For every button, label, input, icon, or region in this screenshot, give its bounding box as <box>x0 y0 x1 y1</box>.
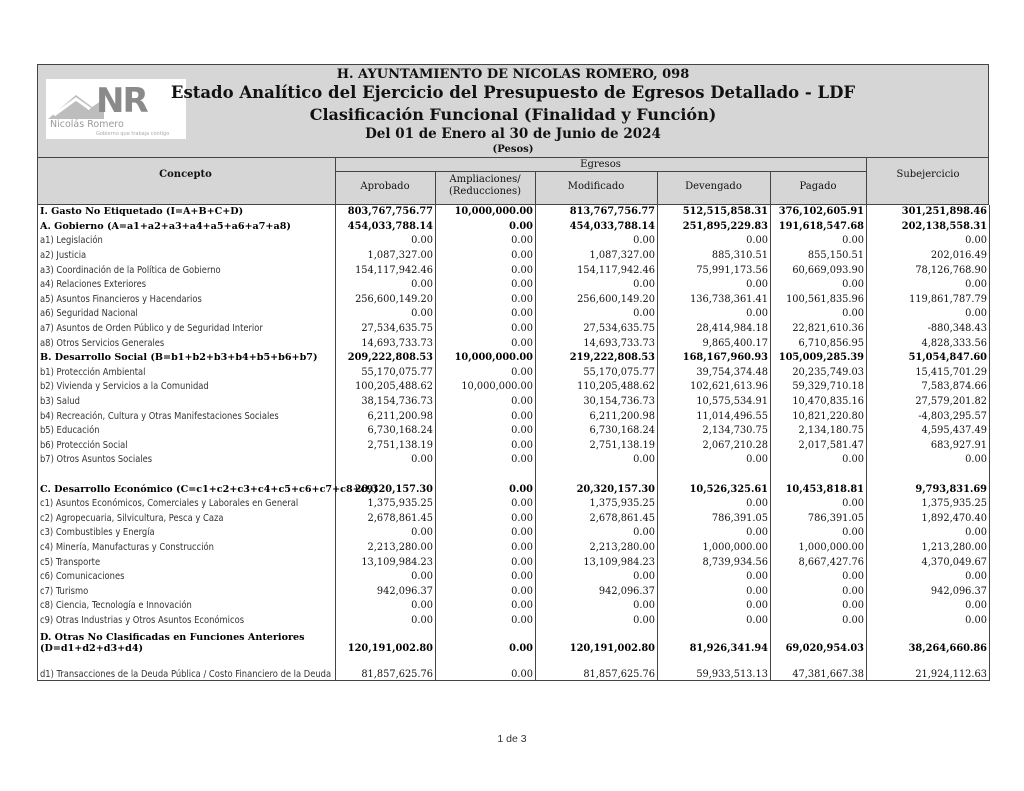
row-aprobado: 154,117,942.46 <box>336 263 436 278</box>
row-pagado: 786,391.05 <box>771 511 867 526</box>
row-pagado: 10,470,835.16 <box>771 395 867 410</box>
row-concepto: a2) Justicia <box>40 250 87 262</box>
row-ampliaciones: 10,000,000.00 <box>436 380 536 395</box>
table-row <box>38 249 990 264</box>
table-row <box>38 453 990 468</box>
row-modificado: 30,154,736.73 <box>536 395 658 410</box>
table-row <box>38 293 990 308</box>
row-concepto: C. Desarrollo Económico (C=c1+c2+c3+c4+c5+c6+c7+c8+c9) <box>40 483 378 495</box>
table-row <box>38 555 990 570</box>
report-header <box>37 64 989 158</box>
row-aprobado: 1,375,935.25 <box>336 497 436 512</box>
row-modificado: 813,767,756.77 <box>536 205 658 220</box>
col-egresos: Egresos <box>580 159 621 170</box>
table-row <box>38 322 990 337</box>
row-pagado: 60,669,093.90 <box>771 263 867 278</box>
row-ampliaciones: 0.00 <box>436 439 536 454</box>
row-subejercicio: 27,579,201.82 <box>867 395 990 410</box>
row-modificado: 120,191,002.80 <box>536 628 658 654</box>
row-devengado: 0.00 <box>658 584 771 599</box>
row-subejercicio: -4,803,295.57 <box>867 409 990 424</box>
row-pagado: 20,235,749.03 <box>771 366 867 381</box>
report-title: Estado Analítico del Ejercicio del Presupuesto de Egresos Detallado - LDF <box>170 83 856 102</box>
report-period: Del 01 de Enero al 30 de Junio de 2024 <box>365 126 661 142</box>
row-ampliaciones: 0.00 <box>436 654 536 681</box>
table-row <box>38 424 990 439</box>
row-aprobado: 100,205,488.62 <box>336 380 436 395</box>
row-devengado: 39,754,374.48 <box>658 366 771 381</box>
row-ampliaciones: 0.00 <box>436 570 536 585</box>
row-concepto: c3) Combustibles y Energía <box>40 527 155 539</box>
row-concepto: c9) Otras Industrias y Otros Asuntos Económicos <box>40 614 245 626</box>
row-pagado: 10,453,818.81 <box>771 482 867 497</box>
row-subejercicio: 0.00 <box>867 570 990 585</box>
row-pagado: 2,134,180.75 <box>771 424 867 439</box>
row-modificado: 942,096.37 <box>536 584 658 599</box>
row-concepto: a6) Seguridad Nacional <box>40 308 138 320</box>
row-pagado: 47,381,667.38 <box>771 654 867 681</box>
row-pagado: 6,710,856.95 <box>771 336 867 351</box>
row-pagado: 69,020,954.03 <box>771 628 867 654</box>
row-aprobado: 1,087,327.00 <box>336 249 436 264</box>
table-row <box>38 584 990 599</box>
table-row <box>38 439 990 454</box>
row-devengado: 0.00 <box>658 570 771 585</box>
row-aprobado: 0.00 <box>336 453 436 468</box>
row-subejercicio: 942,096.37 <box>867 584 990 599</box>
row-concepto: a8) Otros Servicios Generales <box>40 337 165 349</box>
row-concepto: c5) Transporte <box>40 556 101 568</box>
row-devengado: 0.00 <box>658 614 771 629</box>
row-concepto: B. Desarrollo Social (B=b1+b2+b3+b4+b5+b6+b7) <box>40 352 318 364</box>
row-pagado: 1,000,000.00 <box>771 541 867 556</box>
row-ampliaciones: 0.00 <box>436 482 536 497</box>
row-modificado: 110,205,488.62 <box>536 380 658 395</box>
row-modificado: 219,222,808.53 <box>536 351 658 366</box>
row-pagado: 22,821,610.36 <box>771 322 867 337</box>
row-ampliaciones: 0.00 <box>436 278 536 293</box>
table-row <box>38 395 990 410</box>
row-devengado: 8,739,934.56 <box>658 555 771 570</box>
row-concepto: a1) Legislación <box>40 235 103 247</box>
row-concepto: c6) Comunicaciones <box>40 571 125 583</box>
row-ampliaciones: 0.00 <box>436 249 536 264</box>
row-devengado: 136,738,361.41 <box>658 293 771 308</box>
report-unit: (Pesos) <box>492 144 534 155</box>
row-concepto: a4) Relaciones Exteriores <box>40 279 147 291</box>
col-devengado: Devengado <box>685 181 742 192</box>
budget-table <box>37 205 990 681</box>
row-pagado: 0.00 <box>771 453 867 468</box>
row-subejercicio: 38,264,660.86 <box>867 628 990 654</box>
row-ampliaciones: 0.00 <box>436 322 536 337</box>
logo-mark: NR <box>96 81 147 121</box>
row-aprobado: 120,191,002.80 <box>336 628 436 654</box>
row-subejercicio: 4,370,049.67 <box>867 555 990 570</box>
row-ampliaciones: 0.00 <box>436 584 536 599</box>
logo-text: Nicolás Romero <box>50 119 124 130</box>
row-aprobado: 454,033,788.14 <box>336 220 436 235</box>
row-modificado <box>536 468 658 483</box>
row-pagado <box>771 468 867 483</box>
row-pagado: 0.00 <box>771 307 867 322</box>
row-aprobado: 13,109,984.23 <box>336 555 436 570</box>
row-subejercicio: 15,415,701.29 <box>867 366 990 381</box>
row-modificado: 1,375,935.25 <box>536 497 658 512</box>
row-pagado: 100,561,835.96 <box>771 293 867 308</box>
row-devengado: 251,895,229.83 <box>658 220 771 235</box>
row-subejercicio: 301,251,898.46 <box>867 205 990 220</box>
row-devengado: 0.00 <box>658 526 771 541</box>
row-concepto: b2) Vivienda y Servicios a la Comunidad <box>40 381 209 393</box>
row-devengado: 2,134,730.75 <box>658 424 771 439</box>
row-pagado: 0.00 <box>771 570 867 585</box>
row-ampliaciones: 0.00 <box>436 395 536 410</box>
row-modificado: 2,213,280.00 <box>536 541 658 556</box>
row-aprobado: 81,857,625.76 <box>336 654 436 681</box>
row-pagado: 0.00 <box>771 278 867 293</box>
table-row <box>38 380 990 395</box>
row-subejercicio: 0.00 <box>867 307 990 322</box>
row-concepto: c8) Ciencia, Tecnología e Innovación <box>40 600 192 612</box>
row-devengado: 75,991,173.56 <box>658 263 771 278</box>
row-aprobado: 2,213,280.00 <box>336 541 436 556</box>
row-modificado: 55,170,075.77 <box>536 366 658 381</box>
row-ampliaciones: 0.00 <box>436 511 536 526</box>
table-row <box>38 628 990 654</box>
col-subejercicio: Subejercicio <box>896 169 960 180</box>
row-concepto: a3) Coordinación de la Política de Gobierno <box>40 264 221 276</box>
col-aprobado: Aprobado <box>360 181 410 192</box>
row-ampliaciones: 0.00 <box>436 526 536 541</box>
row-pagado: 0.00 <box>771 526 867 541</box>
row-devengado: 102,621,613.96 <box>658 380 771 395</box>
row-subejercicio: 78,126,768.90 <box>867 263 990 278</box>
row-pagado: 0.00 <box>771 234 867 249</box>
row-devengado: 0.00 <box>658 278 771 293</box>
row-aprobado: 0.00 <box>336 599 436 614</box>
row-devengado: 1,000,000.00 <box>658 541 771 556</box>
row-concepto: b3) Salud <box>40 396 80 408</box>
row-ampliaciones: 10,000,000.00 <box>436 205 536 220</box>
row-modificado: 0.00 <box>536 599 658 614</box>
row-devengado: 0.00 <box>658 599 771 614</box>
row-aprobado: 38,154,736.73 <box>336 395 436 410</box>
table-row <box>38 307 990 322</box>
row-devengado: 885,310.51 <box>658 249 771 264</box>
row-modificado: 0.00 <box>536 570 658 585</box>
row-devengado: 0.00 <box>658 307 771 322</box>
row-aprobado: 256,600,149.20 <box>336 293 436 308</box>
row-ampliaciones: 0.00 <box>436 263 536 278</box>
row-subejercicio: 1,213,280.00 <box>867 541 990 556</box>
table-row <box>38 570 990 585</box>
row-aprobado: 0.00 <box>336 234 436 249</box>
row-aprobado: 55,170,075.77 <box>336 366 436 381</box>
row-modificado: 27,534,635.75 <box>536 322 658 337</box>
row-devengado: 11,014,496.55 <box>658 409 771 424</box>
table-row <box>38 599 990 614</box>
row-concepto: a5) Asuntos Financieros y Hacendarios <box>40 293 202 305</box>
row-pagado: 0.00 <box>771 584 867 599</box>
entity-name: H. AYUNTAMIENTO DE NICOLAS ROMERO, 098 <box>336 67 690 82</box>
row-aprobado: 6,730,168.24 <box>336 424 436 439</box>
table-row <box>38 234 990 249</box>
row-concepto: b7) Otros Asuntos Sociales <box>40 454 153 466</box>
row-modificado: 81,857,625.76 <box>536 654 658 681</box>
row-ampliaciones: 0.00 <box>436 628 536 654</box>
row-aprobado: 2,751,138.19 <box>336 439 436 454</box>
row-modificado: 2,751,138.19 <box>536 439 658 454</box>
row-pagado: 59,329,710.18 <box>771 380 867 395</box>
row-modificado: 154,117,942.46 <box>536 263 658 278</box>
row-concepto: b6) Protección Social <box>40 439 128 451</box>
row-devengado: 0.00 <box>658 234 771 249</box>
row-subejercicio: 202,016.49 <box>867 249 990 264</box>
row-concepto: A. Gobierno (A=a1+a2+a3+a4+a5+a6+a7+a8) <box>40 220 291 232</box>
row-subejercicio <box>867 468 990 483</box>
col-modificado: Modificado <box>567 181 625 192</box>
row-aprobado: 803,767,756.77 <box>336 205 436 220</box>
row-modificado: 0.00 <box>536 526 658 541</box>
row-ampliaciones: 0.00 <box>436 366 536 381</box>
row-ampliaciones: 0.00 <box>436 541 536 556</box>
row-ampliaciones <box>436 468 536 483</box>
table-row <box>38 205 990 220</box>
row-pagado: 105,009,285.39 <box>771 351 867 366</box>
table-row <box>38 497 990 512</box>
row-devengado: 9,865,400.17 <box>658 336 771 351</box>
row-ampliaciones: 0.00 <box>436 424 536 439</box>
row-modificado: 13,109,984.23 <box>536 555 658 570</box>
row-aprobado: 0.00 <box>336 278 436 293</box>
row-pagado: 2,017,581.47 <box>771 439 867 454</box>
row-aprobado: 0.00 <box>336 570 436 585</box>
row-ampliaciones: 0.00 <box>436 234 536 249</box>
row-aprobado: 0.00 <box>336 526 436 541</box>
row-devengado: 0.00 <box>658 453 771 468</box>
row-modificado: 0.00 <box>536 278 658 293</box>
row-concepto: c1) Asuntos Económicos, Comerciales y Laborales en General <box>40 498 299 510</box>
row-subejercicio: 0.00 <box>867 614 990 629</box>
row-pagado: 855,150.51 <box>771 249 867 264</box>
row-subejercicio: 0.00 <box>867 234 990 249</box>
row-aprobado: 209,222,808.53 <box>336 351 436 366</box>
table-row <box>38 654 990 681</box>
row-subejercicio: 4,828,333.56 <box>867 336 990 351</box>
row-pagado: 191,618,547.68 <box>771 220 867 235</box>
row-pagado: 10,821,220.80 <box>771 409 867 424</box>
table-row <box>38 541 990 556</box>
row-concepto: I. Gasto No Etiquetado (I=A+B+C+D) <box>40 206 244 218</box>
row-modificado: 0.00 <box>536 307 658 322</box>
row-modificado: 6,730,168.24 <box>536 424 658 439</box>
row-ampliaciones: 0.00 <box>436 614 536 629</box>
report-sheet <box>37 64 989 681</box>
row-ampliaciones: 0.00 <box>436 409 536 424</box>
row-aprobado: 2,678,861.45 <box>336 511 436 526</box>
row-modificado: 0.00 <box>536 614 658 629</box>
row-modificado: 454,033,788.14 <box>536 220 658 235</box>
row-subejercicio: 1,375,935.25 <box>867 497 990 512</box>
row-ampliaciones: 0.00 <box>436 307 536 322</box>
row-concepto: b5) Educación <box>40 425 100 437</box>
row-ampliaciones: 0.00 <box>436 293 536 308</box>
row-modificado: 0.00 <box>536 234 658 249</box>
table-row <box>38 263 990 278</box>
page-number: 1 de 3 <box>497 733 527 745</box>
row-subejercicio: 0.00 <box>867 526 990 541</box>
row-devengado: 28,414,984.18 <box>658 322 771 337</box>
row-subejercicio: 7,583,874.66 <box>867 380 990 395</box>
row-subejercicio: 4,595,437.49 <box>867 424 990 439</box>
row-aprobado: 0.00 <box>336 307 436 322</box>
row-concepto: c7) Turismo <box>40 585 89 597</box>
row-concepto: b1) Protección Ambiental <box>40 366 146 378</box>
row-aprobado: 27,534,635.75 <box>336 322 436 337</box>
row-subejercicio: 51,054,847.60 <box>867 351 990 366</box>
row-devengado: 10,575,534.91 <box>658 395 771 410</box>
row-subejercicio: 21,924,112.63 <box>867 654 990 681</box>
row-concepto: d1) Transacciones de la Deuda Pública / Costo Financiero de la Deuda <box>40 669 332 681</box>
row-modificado: 6,211,200.98 <box>536 409 658 424</box>
row-pagado: 0.00 <box>771 614 867 629</box>
row-ampliaciones: 0.00 <box>436 220 536 235</box>
row-subejercicio: 0.00 <box>867 453 990 468</box>
table-row <box>38 220 990 235</box>
row-concepto <box>38 468 336 483</box>
table-row <box>38 614 990 629</box>
row-modificado: 20,320,157.30 <box>536 482 658 497</box>
row-devengado: 168,167,960.93 <box>658 351 771 366</box>
col-pagado: Pagado <box>799 181 837 192</box>
row-subejercicio: 202,138,558.31 <box>867 220 990 235</box>
row-aprobado: 20,320,157.30 <box>336 482 436 497</box>
row-concepto: b4) Recreación, Cultura y Otras Manifestaciones Sociales <box>40 410 279 422</box>
row-devengado: 512,515,858.31 <box>658 205 771 220</box>
table-row <box>38 409 990 424</box>
table-row <box>38 336 990 351</box>
row-ampliaciones: 0.00 <box>436 453 536 468</box>
row-devengado: 786,391.05 <box>658 511 771 526</box>
row-modificado: 1,087,327.00 <box>536 249 658 264</box>
row-subejercicio: 0.00 <box>867 599 990 614</box>
row-ampliaciones: 0.00 <box>436 555 536 570</box>
table-row <box>38 482 990 497</box>
row-ampliaciones: 10,000,000.00 <box>436 351 536 366</box>
row-pagado: 376,102,605.91 <box>771 205 867 220</box>
row-modificado: 0.00 <box>536 453 658 468</box>
row-modificado: 256,600,149.20 <box>536 293 658 308</box>
row-subejercicio: 0.00 <box>867 278 990 293</box>
row-ampliaciones: 0.00 <box>436 336 536 351</box>
row-devengado: 59,933,513.13 <box>658 654 771 681</box>
row-concepto: c4) Minería, Manufacturas y Construcción <box>40 541 214 553</box>
row-subejercicio: 1,892,470.40 <box>867 511 990 526</box>
row-modificado: 2,678,861.45 <box>536 511 658 526</box>
table-spacer-row <box>38 468 990 483</box>
row-concepto: c2) Agropecuaria, Silvicultura, Pesca y Caza <box>40 512 224 524</box>
col-ampliaciones: Ampliaciones/ (Reducciones) <box>448 174 521 197</box>
row-devengado: 81,926,341.94 <box>658 628 771 654</box>
row-aprobado: 6,211,200.98 <box>336 409 436 424</box>
table-row <box>38 351 990 366</box>
row-pagado: 8,667,427.76 <box>771 555 867 570</box>
row-ampliaciones: 0.00 <box>436 497 536 512</box>
row-subejercicio: -880,348.43 <box>867 322 990 337</box>
row-devengado: 2,067,210.28 <box>658 439 771 454</box>
row-devengado: 0.00 <box>658 497 771 512</box>
row-pagado: 0.00 <box>771 497 867 512</box>
row-ampliaciones: 0.00 <box>436 599 536 614</box>
table-row <box>38 366 990 381</box>
row-devengado <box>658 468 771 483</box>
table-row <box>38 278 990 293</box>
row-concepto: a7) Asuntos de Orden Público y de Seguridad Interior <box>40 323 263 335</box>
row-subejercicio: 119,861,787.79 <box>867 293 990 308</box>
column-header <box>37 158 989 205</box>
table-row <box>38 526 990 541</box>
row-pagado: 0.00 <box>771 599 867 614</box>
row-aprobado: 942,096.37 <box>336 584 436 599</box>
row-modificado: 14,693,733.73 <box>536 336 658 351</box>
row-devengado: 10,526,325.61 <box>658 482 771 497</box>
report-classification: Clasificación Funcional (Finalidad y Función) <box>309 105 717 124</box>
row-subejercicio: 683,927.91 <box>867 439 990 454</box>
col-concepto: Concepto <box>159 169 212 180</box>
table-row <box>38 511 990 526</box>
row-concepto: D. Otras No Clasificadas en Funciones Anteriores (D=d1+d2+d3+d4) <box>40 632 305 655</box>
row-aprobado: 14,693,733.73 <box>336 336 436 351</box>
row-aprobado <box>336 468 436 483</box>
row-subejercicio: 9,793,831.69 <box>867 482 990 497</box>
row-aprobado: 0.00 <box>336 614 436 629</box>
logo-tagline: Gobierno que trabaja contigo <box>96 131 170 137</box>
